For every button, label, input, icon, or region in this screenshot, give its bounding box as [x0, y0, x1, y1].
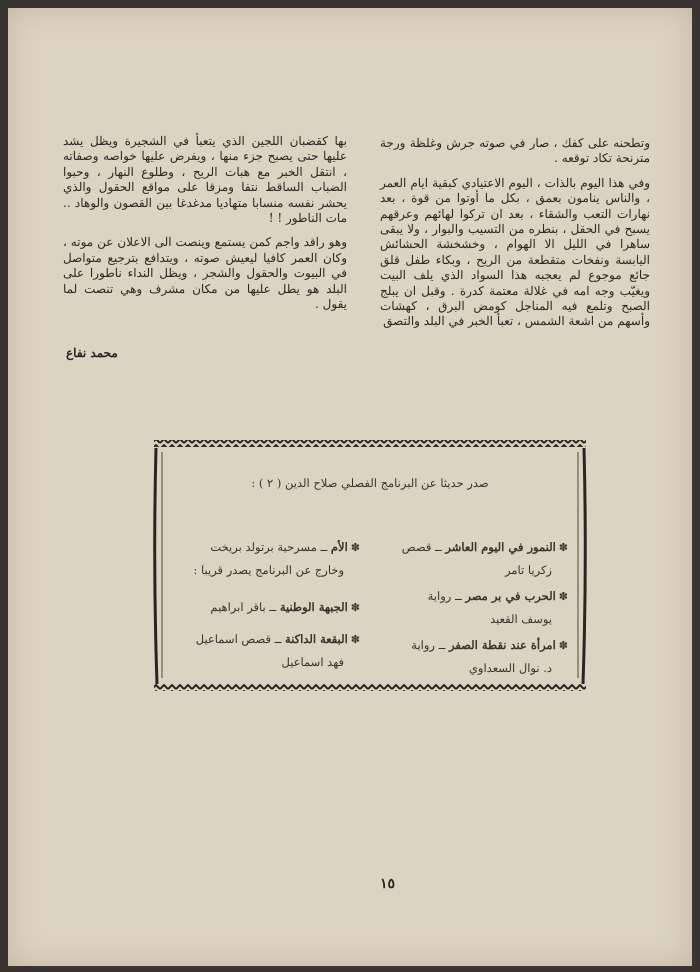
star-icon: ✽: [558, 541, 568, 554]
star-icon: ✽: [558, 590, 568, 603]
announcement-box: [152, 438, 588, 693]
page-number: ١٥: [380, 876, 396, 892]
book-item: ✽البقعة الداكنة ــ قصص اسماعيل فهد اسماعيل: [195, 632, 360, 669]
magazine-page: [8, 8, 692, 966]
paragraph: وهو راقد واجم كمن يستمع وينصت الى الاعلان عن موته ، وكان العمر كافيا ليعيش صوته ، ويتدافع بترجيع متواصل في البيوت والحقول والشجر ، ويظل النداء ناطورا على البلد هو يطل عليها من مكان مشرف وهي تنصت لما يقول .: [63, 235, 347, 312]
star-icon: ✽: [350, 541, 360, 554]
book-item: ✽النمور في اليوم العاشر ــ قصص زكريا تامر: [401, 540, 568, 577]
book-item: ✽الحرب في بر مصر ــ رواية يوسف القعيد: [427, 589, 568, 626]
article-author: محمد نفاع: [66, 346, 118, 360]
book-item: ✽الجبهة الوطنية ــ باقر ابراهيم: [210, 600, 360, 614]
star-icon: ✽: [558, 639, 568, 652]
paragraph: بها كقضبان اللجين الذي يتعبأ في الشجيرة ويظل يشد عليها حتى يصبح جزء منها ، ويفرض عليها خواصه وصفاته ، انتقل الخبر مع هبات الريح ، وطلوع النهار ، وحبوا الضباب الساقط نتفا ومزقا على مواقع الحقول والذي يحشر نفسه منسابا متهاديا مدغدغا بين القصون والوهاد .. مات الناطور ! !: [63, 134, 347, 226]
book-item: ✽الأم ــ مسرحية برتولد بريخت وخارج عن البرنامج يصدر قريبا :: [193, 540, 360, 577]
paragraph: وتطحنه على كفك ، صار في صوته جرش وغلظة ورجة مترنحة تكاد توقعه .: [380, 136, 650, 166]
book-item: ✽امرأة عند نقطة الصفر ــ رواية د. نوال السعداوي: [411, 638, 568, 675]
article-column-right: [380, 136, 650, 339]
paragraph: وفي هذا اليوم بالذات ، اليوم الاعتيادي كبقية ايام العمر ، والناس ينامون بعمق ، بكل ما أوتوا من قوة ، بعد نهارات التعب والشقاء ، بعد ان تركوا لهائهم وعرقهم يسبح في الحقل ، بنطره من التسيب والبوار ، ولا يبقى ساهرا في الليل الا الهوام ، وخشخشة الحشائش اليابسة ونفخات متقطعة من الريح ، وبكاء طفل قلق جائع موجوع لم يعجبه هذا السواد الذي يلف البيت ويغيّب وجه امه في غلالة معتمة كدرة . وقبل ان يبلج الصبح وتلمع فيه المناجل كومض البرق ، كهشات وأسهم من اشعة الشمس ، تعبأ الخبر في البلد والتصق: [380, 175, 650, 329]
article-column-left: [63, 134, 347, 321]
star-icon: ✽: [350, 633, 360, 646]
announcement-heading: صدر حديثا عن البرنامج الفصلي صلاح الدين ( ٢ ) :: [251, 476, 489, 490]
star-icon: ✽: [350, 601, 360, 614]
